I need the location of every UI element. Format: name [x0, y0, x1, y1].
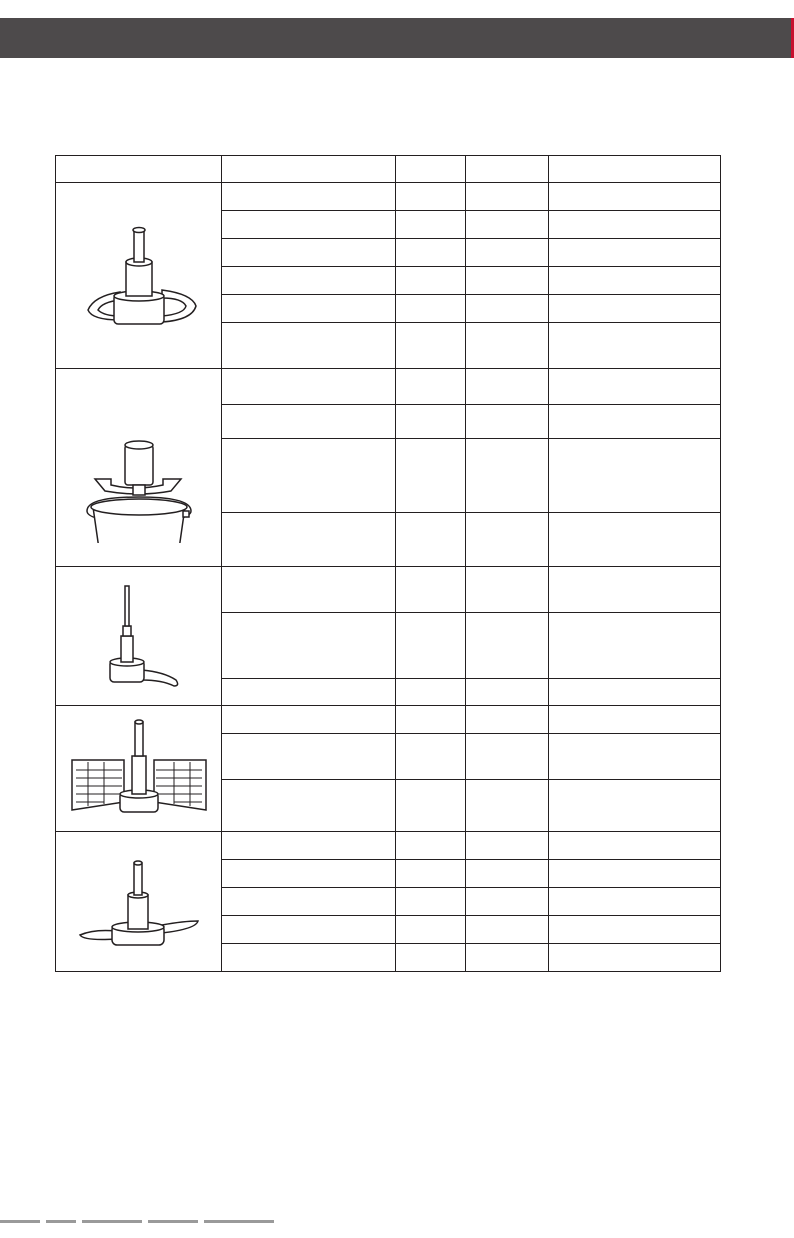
speed-cell: [396, 888, 466, 916]
speed-cell: [396, 567, 466, 613]
dough-blade-with-shaft-icon: [64, 216, 214, 336]
food-cell: [222, 405, 396, 439]
food-cell: [222, 916, 396, 944]
quantity-cell: [466, 369, 549, 405]
food-cell: [222, 267, 396, 295]
speed-cell: [396, 706, 466, 734]
time-cell: [549, 323, 721, 369]
food-cell: [222, 513, 396, 567]
food-cell: [222, 239, 396, 267]
table-row: [56, 369, 721, 405]
quantity-cell: [466, 183, 549, 211]
time-cell: [549, 211, 721, 239]
quantity-cell: [466, 267, 549, 295]
quantity-cell: [466, 916, 549, 944]
header-time: [549, 156, 721, 183]
header-speed: [396, 156, 466, 183]
food-cell: [222, 734, 396, 780]
food-cell: [222, 323, 396, 369]
food-cell: [222, 832, 396, 860]
quantity-cell: [466, 944, 549, 972]
time-cell: [549, 567, 721, 613]
food-cell: [222, 944, 396, 972]
time-cell: [549, 679, 721, 706]
section-header-bar: [0, 18, 794, 58]
time-cell: [549, 267, 721, 295]
speed-cell: [396, 613, 466, 679]
food-cell: [222, 183, 396, 211]
speed-cell: [396, 679, 466, 706]
food-cell: [222, 888, 396, 916]
quantity-cell: [466, 706, 549, 734]
food-cell: [222, 211, 396, 239]
quantity-cell: [466, 513, 549, 567]
header-attachment: [56, 156, 222, 183]
food-cell: [222, 780, 396, 832]
attachment-cell: [56, 706, 222, 832]
food-cell: [222, 567, 396, 613]
quantity-cell: [466, 679, 549, 706]
speed-cell: [396, 832, 466, 860]
quantity-cell: [466, 405, 549, 439]
attachment-reference-table: [55, 155, 721, 972]
speed-cell: [396, 323, 466, 369]
speed-cell: [396, 267, 466, 295]
speed-cell: [396, 295, 466, 323]
quantity-cell: [466, 323, 549, 369]
header-food: [222, 156, 396, 183]
speed-cell: [396, 916, 466, 944]
quantity-cell: [466, 239, 549, 267]
food-cell: [222, 706, 396, 734]
time-cell: [549, 916, 721, 944]
speed-cell: [396, 183, 466, 211]
speed-cell: [396, 405, 466, 439]
time-cell: [549, 439, 721, 513]
time-cell: [549, 239, 721, 267]
multipurpose-blade-icon: [74, 847, 204, 957]
table-row: [56, 567, 721, 613]
speed-cell: [396, 439, 466, 513]
food-cell: [222, 613, 396, 679]
quantity-cell: [466, 780, 549, 832]
attachment-cell: [56, 832, 222, 972]
table-row: [56, 183, 721, 211]
time-cell: [549, 513, 721, 567]
quantity-cell: [466, 295, 549, 323]
quantity-cell: [466, 439, 549, 513]
attachment-cell: [56, 567, 222, 706]
quantity-cell: [466, 888, 549, 916]
time-cell: [549, 888, 721, 916]
speed-cell: [396, 239, 466, 267]
attachment-cell: [56, 369, 222, 567]
quantity-cell: [466, 613, 549, 679]
table-row: [56, 832, 721, 860]
food-cell: [222, 860, 396, 888]
speed-cell: [396, 369, 466, 405]
time-cell: [549, 405, 721, 439]
quantity-cell: [466, 211, 549, 239]
food-cell: [222, 295, 396, 323]
time-cell: [549, 734, 721, 780]
time-cell: [549, 944, 721, 972]
quantity-cell: [466, 567, 549, 613]
quantity-cell: [466, 860, 549, 888]
page-edge-artifact: [0, 1220, 330, 1226]
time-cell: [549, 295, 721, 323]
attachment-cell: [56, 183, 222, 369]
speed-cell: [396, 860, 466, 888]
quantity-cell: [466, 734, 549, 780]
egg-whip-icon: [64, 714, 214, 824]
food-cell: [222, 679, 396, 706]
speed-cell: [396, 734, 466, 780]
food-cell: [222, 369, 396, 405]
table-row: [56, 706, 721, 734]
whisk-paddle-icon: [84, 576, 194, 696]
speed-cell: [396, 944, 466, 972]
quantity-cell: [466, 832, 549, 860]
mini-bowl-and-mini-blade-icon: [79, 393, 199, 543]
speed-cell: [396, 513, 466, 567]
time-cell: [549, 832, 721, 860]
speed-cell: [396, 780, 466, 832]
time-cell: [549, 369, 721, 405]
time-cell: [549, 613, 721, 679]
time-cell: [549, 706, 721, 734]
time-cell: [549, 780, 721, 832]
table-header-row: [56, 156, 721, 183]
header-quantity: [466, 156, 549, 183]
food-cell: [222, 439, 396, 513]
time-cell: [549, 860, 721, 888]
time-cell: [549, 183, 721, 211]
speed-cell: [396, 211, 466, 239]
